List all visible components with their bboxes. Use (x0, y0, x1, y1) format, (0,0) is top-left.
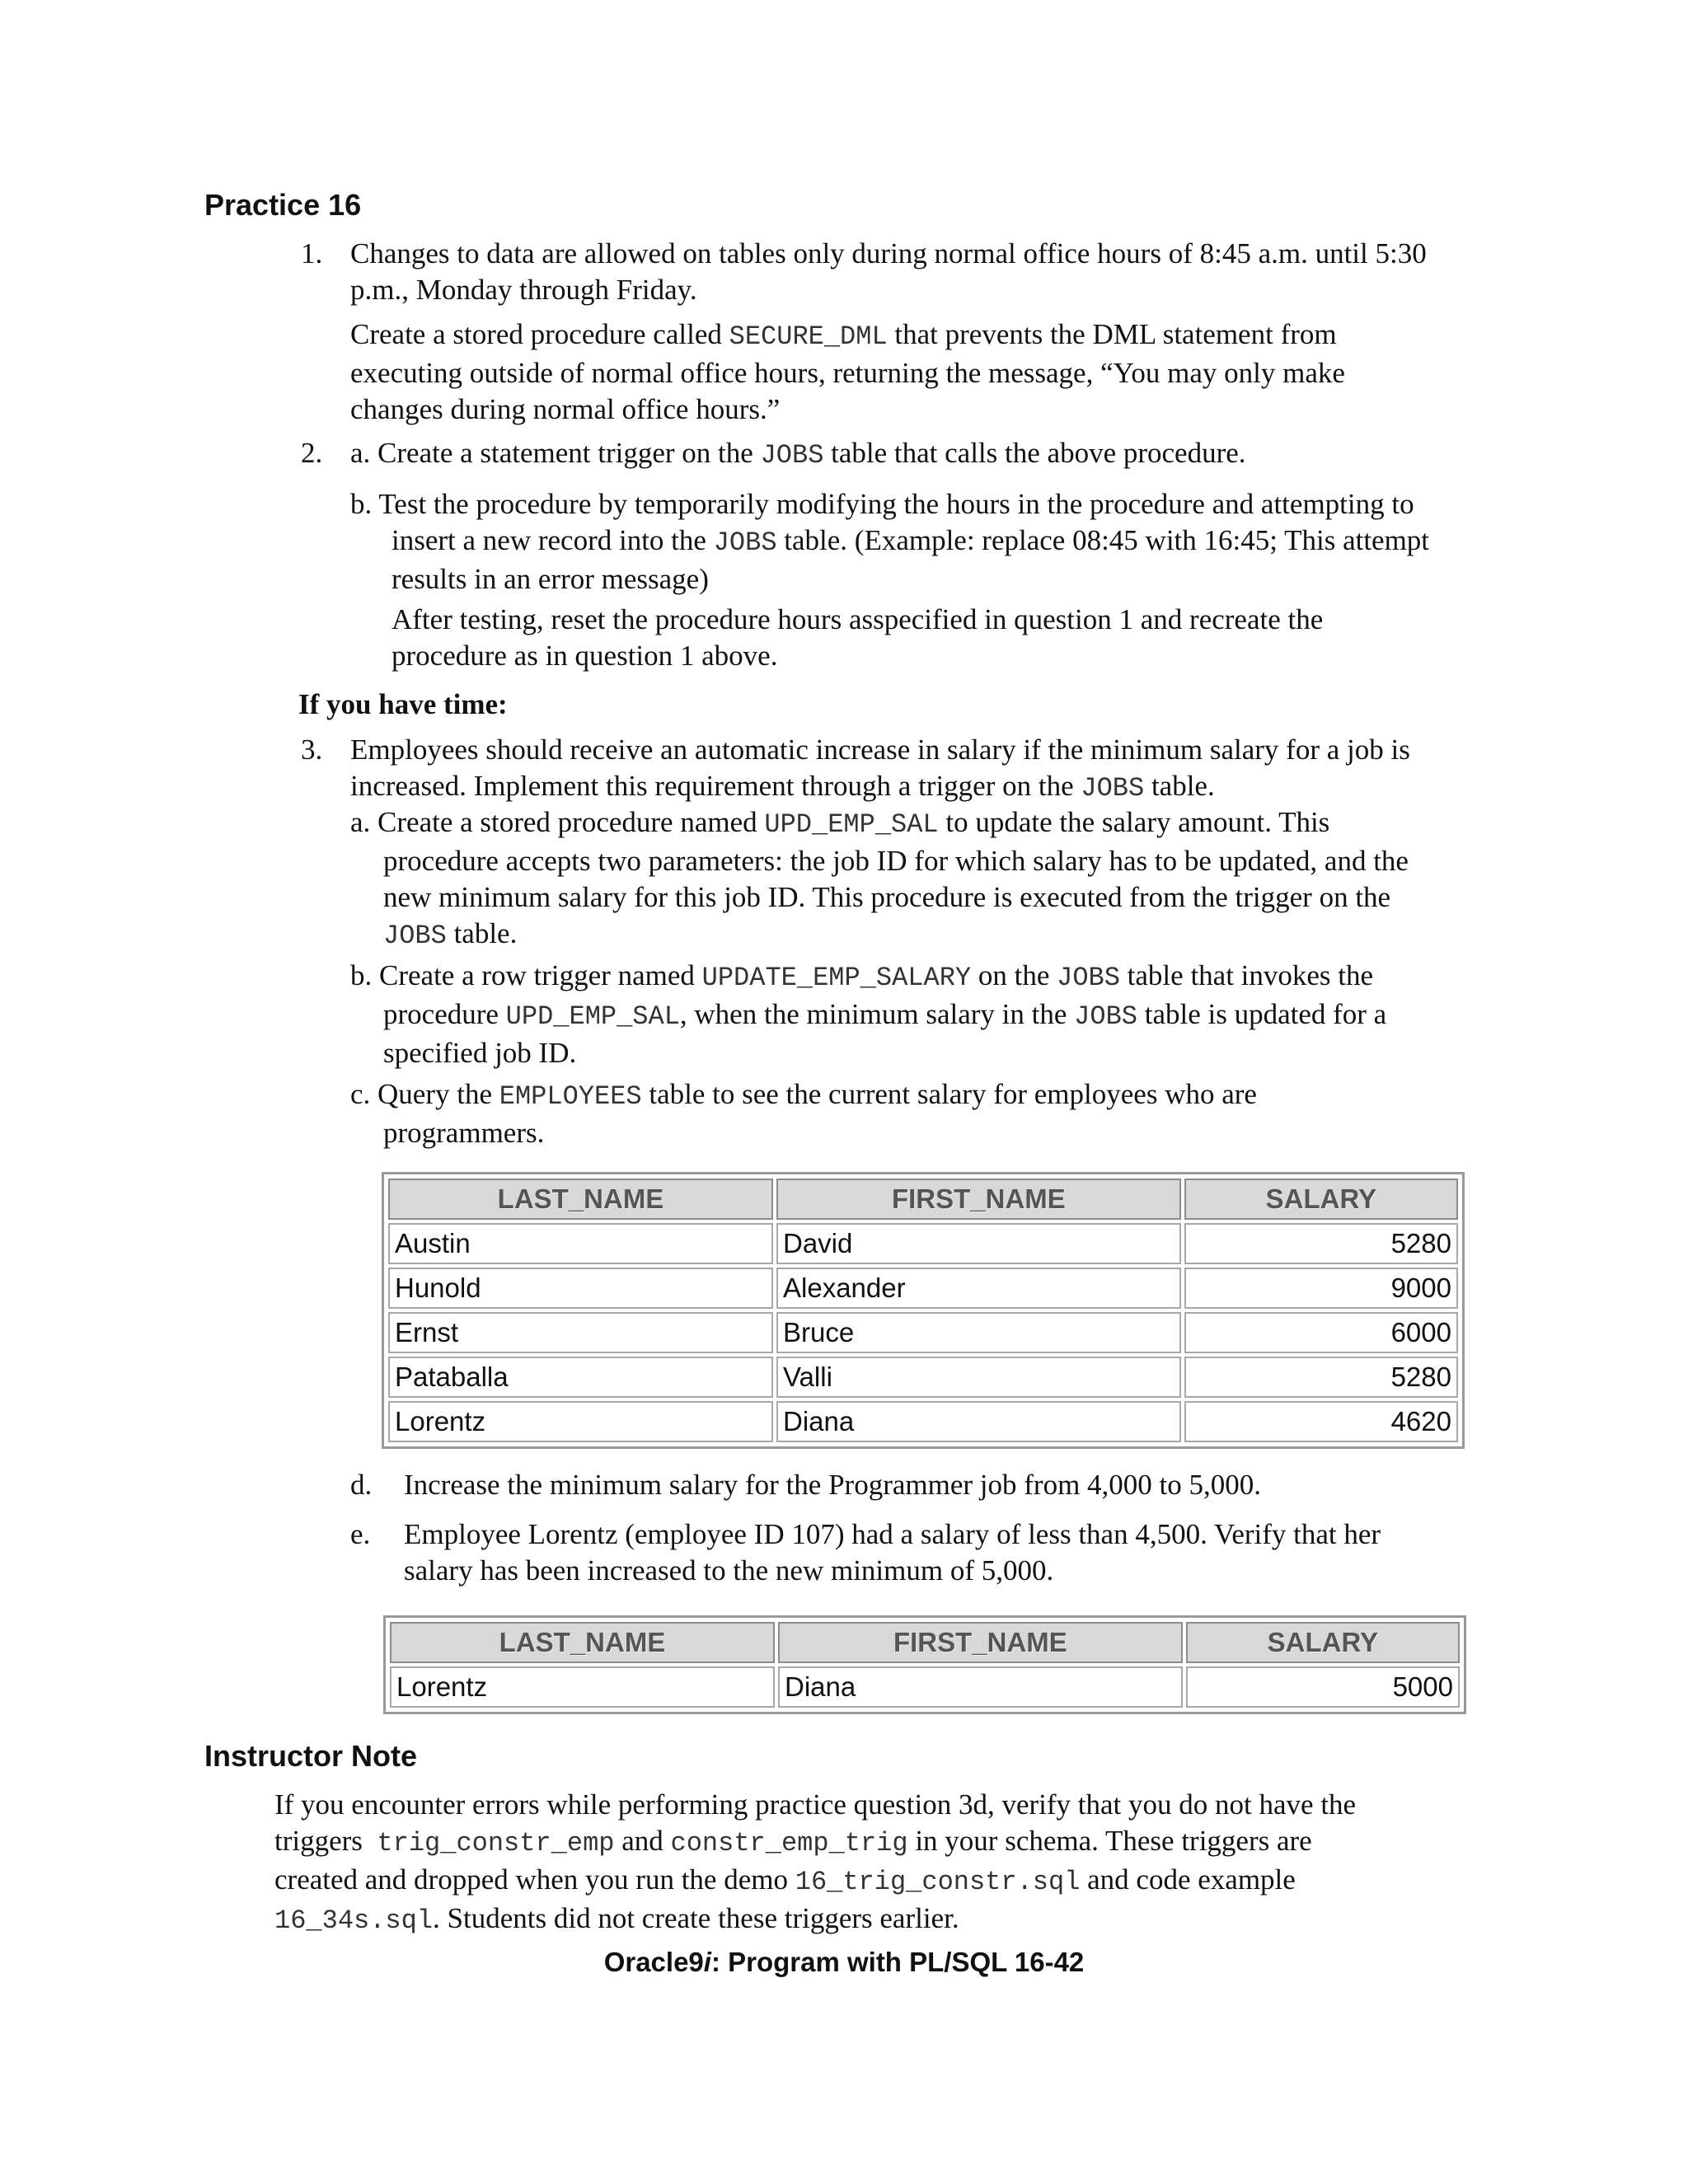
cell-first-name: Bruce (776, 1312, 1181, 1353)
q3e-label: e. (350, 1518, 371, 1550)
cell-first-name: Valli (776, 1357, 1181, 1398)
q2-number: 2. (301, 437, 323, 469)
table-row (387, 1266, 1460, 1310)
page-footer: Oracle9i: Program with PL/SQL 16-42 (603, 1947, 1085, 1977)
table-row (388, 1665, 1461, 1709)
column-header-first-name: FIRST_NAME (776, 1179, 1181, 1220)
cell-first-name: David (776, 1223, 1181, 1264)
cell-salary: 5280 (1184, 1223, 1458, 1264)
cell-salary: 5000 (1186, 1666, 1460, 1708)
cell-salary: 5280 (1184, 1357, 1458, 1398)
table-row (387, 1399, 1460, 1444)
table-row (387, 1221, 1460, 1266)
column-header-first-name: FIRST_NAME (778, 1622, 1183, 1663)
code-secure-dml: SECURE_DML (729, 321, 888, 352)
cell-first-name: Alexander (776, 1268, 1181, 1309)
if-you-have-time-heading: If you have time: (298, 688, 508, 720)
cell-first-name: Diana (778, 1666, 1183, 1708)
table-header-row (388, 1620, 1461, 1665)
instructor-note-text: If you encounter errors while performing practice question 3d, verify that you do not have the triggers trig_constr_emp and constr_emp_trig in your schema. These triggers are created and dropped when you run the demo 16_trig_constr.sql and code example 16_34s.sql. Students did not create these triggers earlier. (274, 1788, 1357, 1936)
lorentz-salary-table (383, 1615, 1466, 1714)
cell-salary: 4620 (1184, 1401, 1458, 1442)
q3-text: Employees should receive an automatic increase in salary if the minimum salary for a job is increased. Implement this requirement through a trigger on the JOBS table. (350, 733, 1410, 804)
instructor-note-title: Instructor Note (204, 1739, 418, 1773)
column-header-last-name: LAST_NAME (388, 1179, 773, 1220)
employees-salary-table (382, 1172, 1465, 1449)
q1-text: Changes to data are allowed on tables only during normal office hours of 8:45 a.m. until 5:30 p.m., Monday through Friday. (350, 237, 1427, 306)
page-title: Practice 16 (204, 188, 362, 222)
q1-procedure-text: Create a stored procedure called SECURE_DML that prevents the DML statement from executing outside of normal office hours, returning the message, “You may only make changes during normal office hours.” (350, 318, 1345, 425)
cell-first-name: Diana (776, 1401, 1181, 1442)
cell-last-name: Austin (388, 1223, 773, 1264)
q3-number: 3. (301, 733, 323, 766)
cell-last-name: Lorentz (388, 1401, 773, 1442)
q3d-label: d. (350, 1469, 373, 1501)
table-row (387, 1310, 1460, 1355)
q3a-text: a. Create a stored procedure named UPD_EMP_SAL to update the salary amount. This procedure accepts two parameters: the job ID for which salary has to be updated, and the new minimum salary for this job ID. This procedure is executed from the trigger on the JOBS table. (350, 806, 1409, 951)
column-header-last-name: LAST_NAME (390, 1622, 775, 1663)
q3e-text: Employee Lorentz (employee ID 107) had a salary of less than 4,500. Verify that her salary has been increased to the new minimum of 5,000. (404, 1518, 1381, 1586)
table-row (387, 1355, 1460, 1399)
q2b-after-text: After testing, reset the procedure hours asspecified in question 1 and recreate the procedure as in question 1 above. (392, 603, 1324, 672)
cell-last-name: Hunold (388, 1268, 773, 1309)
cell-last-name: Pataballa (388, 1357, 773, 1398)
q1-number: 1. (301, 237, 323, 269)
q3d-text: Increase the minimum salary for the Programmer job from 4,000 to 5,000. (404, 1469, 1262, 1501)
q2b-text: b. Test the procedure by temporarily modifying the hours in the procedure and attempting to insert a new record into the JOBS table. (Example: replace 08:45 with 16:45; This attempt results in an error message) (350, 488, 1430, 595)
cell-last-name: Lorentz (390, 1666, 775, 1708)
column-header-salary: SALARY (1186, 1622, 1460, 1663)
table-header-row (387, 1177, 1460, 1221)
column-header-salary: SALARY (1184, 1179, 1458, 1220)
cell-last-name: Ernst (388, 1312, 773, 1353)
cell-salary: 9000 (1184, 1268, 1458, 1309)
q3b-text: b. Create a row trigger named UPDATE_EMP_SALARY on the JOBS table that invokes the procedure UPD_EMP_SAL, when the minimum salary in the JOBS table is updated for a specified job ID. (350, 959, 1387, 1069)
cell-salary: 6000 (1184, 1312, 1458, 1353)
q2a-text: a. Create a statement trigger on the JOBS table that calls the above procedure. (350, 437, 1246, 471)
q3c-text: c. Query the EMPLOYEES table to see the current salary for employees who are programmers. (350, 1078, 1257, 1149)
